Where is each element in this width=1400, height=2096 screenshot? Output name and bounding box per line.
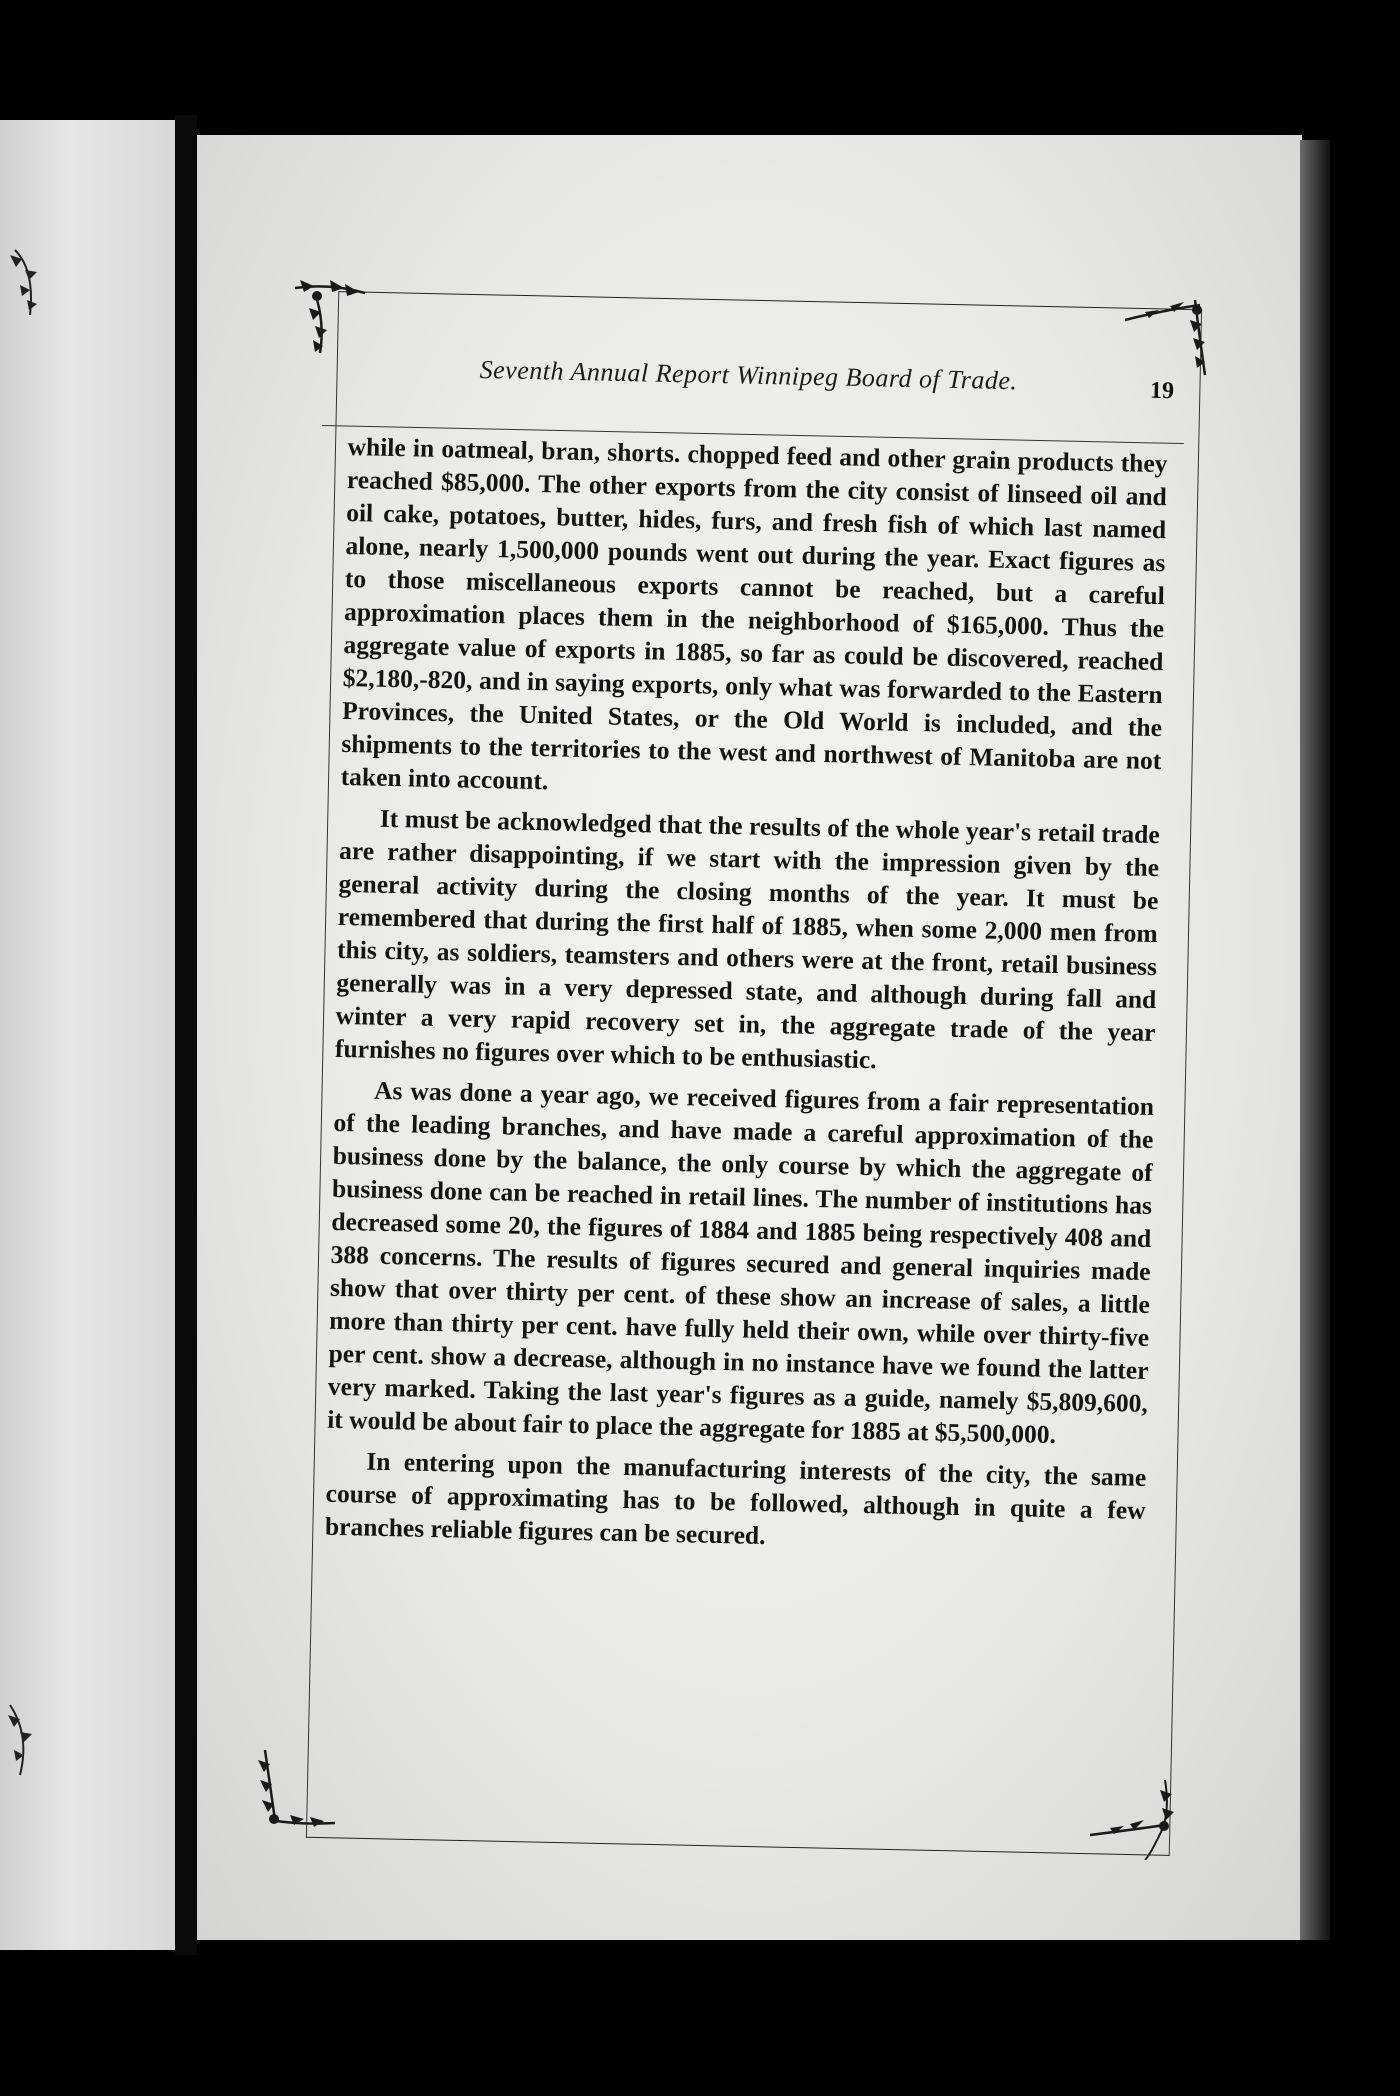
corner-ornament-top-right	[1125, 290, 1215, 380]
running-head: Seventh Annual Report Winnipeg Board of Trade.	[479, 355, 1018, 396]
paragraph-1: while in oatmeal, bran, shorts. chopped feed and other grain products they reached $85,000. The other exports from the city consist of linseed oil and oil cake, potatoes, butter, hides, furs, and fresh fish of which last named alone, nearly 1,500,000 pounds went out during the year. Exact figures as to those miscellaneous exports cannot be reached, but a careful approximation places them in the neighborhood of $165,000. Thus the aggregate value of exports in 1885, so far as could be discovered, reached $2,180,-820, and in saying exports, only what was forwarded to the Eastern Provinces, the United States, or the Old World is included, and the shipments to the territories to the west and northwest of Manitoba are not taken into account.	[340, 431, 1168, 796]
page-number: 19	[1149, 377, 1175, 405]
body-text	[325, 430, 1168, 1568]
paragraph-3: As was done a year ago, we received figures from a fair representation of the leading branches, and have made a careful approximation of the business done by the balance, the only course by which the aggregate of business done can be reached in retail lines. The number of institutions has decreased some 20, the figures of 1884 and 1885 being respectively 408 and 388 concerns. The results of figures secured and general inquiries made show that over thirty per cent. of these show an increase of sales, a little more than thirty per cent. have fully held their own, while over thirty-five per cent. show a decrease, although in no instance have we found the latter very marked. Taking the last year's figures as a guide, namely $5,809,600, it would be about fair to place the aggregate for 1885 at $5,500,000.	[326, 1075, 1155, 1450]
paragraph-2: It must be acknowledged that the results of the whole year's retail trade are rather disappointing, if we start with the impression given by the general activity during the closing months of the year. It must be remembered that during the first half of 1885, when some 2,000 men from this city, as soldiers, teamsters and others were at the front, retail business generally was in a very depressed state, and although during fall and winter a very rapid recovery set in, the aggregate trade of the year furnishes no figures over which to be enthusiastic.	[334, 803, 1161, 1075]
facing-page-left	[0, 120, 175, 1950]
page-edge-shadow	[1300, 140, 1330, 1940]
paragraph-4: In entering upon the manufacturing interests of the city, the same course of approximating has to be followed, although in quite a few branches reliable figures can be secured.	[324, 1446, 1147, 1550]
book-gutter	[175, 115, 197, 1955]
corner-ornament-bottom-left	[250, 1745, 340, 1835]
corner-ornament-bottom-right	[1090, 1770, 1180, 1860]
leaf-ornament-left-top	[5, 240, 65, 320]
leaf-ornament-left-bottom	[0, 1700, 60, 1780]
corner-ornament-top-left	[285, 268, 375, 358]
